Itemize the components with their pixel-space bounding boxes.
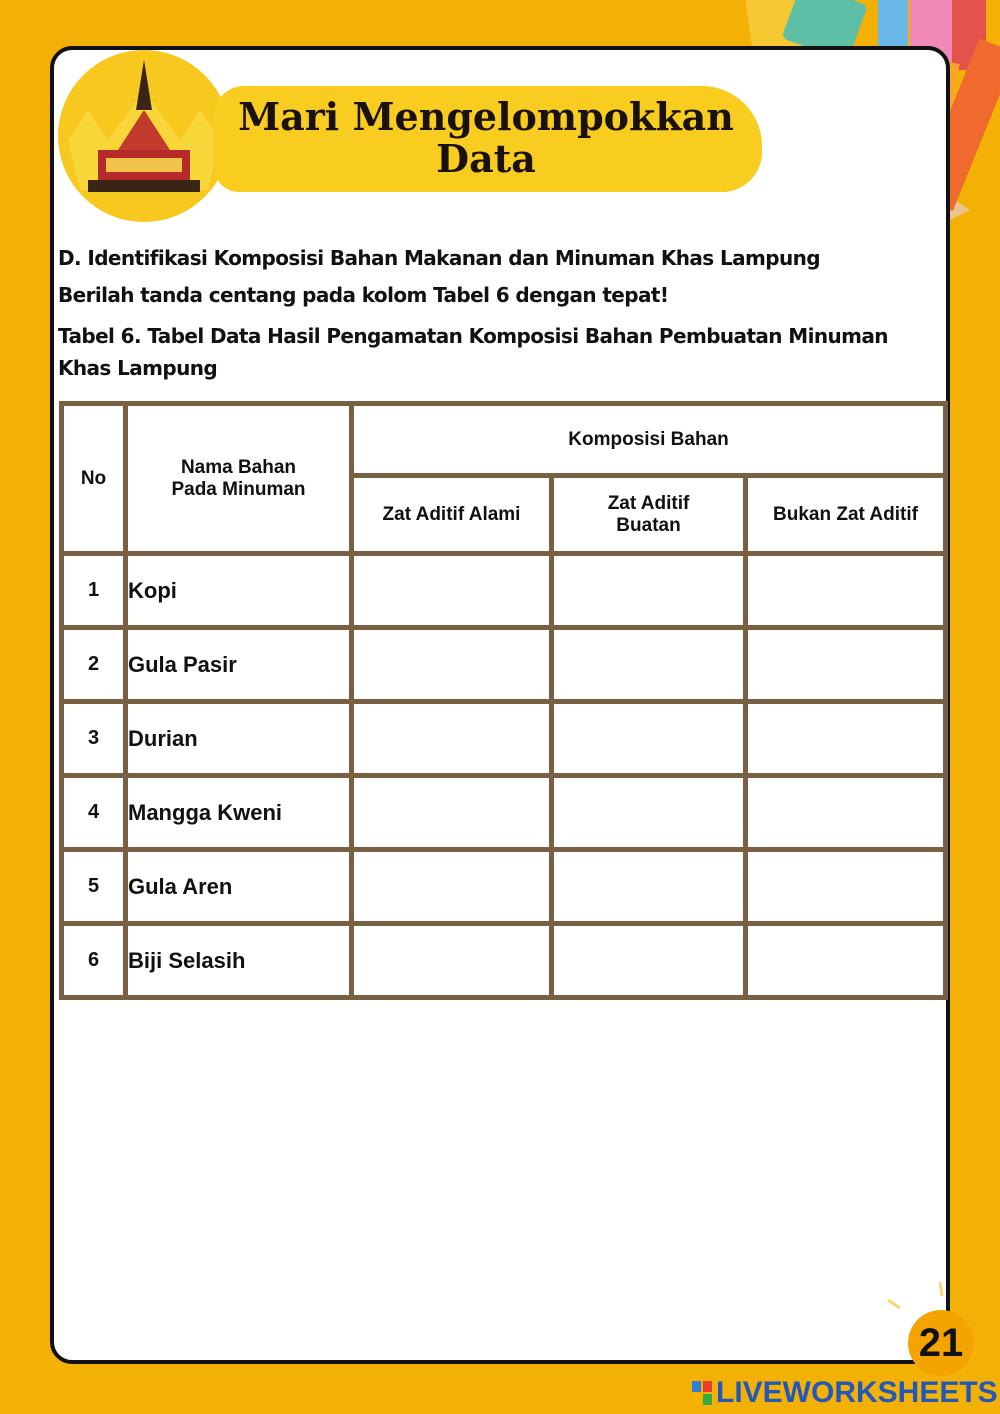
cell-alami[interactable] [352, 850, 552, 924]
cell-alami[interactable] [352, 554, 552, 628]
cell-alami[interactable] [352, 924, 552, 998]
page-title [226, 96, 746, 180]
cell-bukan[interactable] [746, 702, 946, 776]
composition-table [59, 401, 948, 1000]
table-row [62, 924, 946, 998]
header-name [126, 404, 352, 554]
row-number: 3 [62, 702, 126, 776]
header-name-line-1: Nama Bahan [180, 456, 297, 478]
row-name: Gula Pasir [126, 628, 352, 702]
liveworksheets-watermark [692, 1376, 998, 1410]
watermark-text: LIVEWORKSHEETS [716, 1376, 998, 1409]
table-caption-line-2: Khas Lampung [58, 356, 218, 380]
row-name: Kopi [126, 554, 352, 628]
row-name: Mangga Kweni [126, 776, 352, 850]
row-number: 4 [62, 776, 126, 850]
row-name: Gula Aren [126, 850, 352, 924]
cell-bukan[interactable] [746, 924, 946, 998]
cell-bukan[interactable] [746, 554, 946, 628]
row-number: 1 [62, 554, 126, 628]
row-name: Biji Selasih [126, 924, 352, 998]
cell-buatan[interactable] [552, 702, 746, 776]
lampung-crown-logo [58, 50, 230, 222]
cell-buatan[interactable] [552, 924, 746, 998]
cell-buatan[interactable] [552, 628, 746, 702]
header-name-line-2: Pada Minuman [171, 478, 306, 500]
title-line-2: Data [436, 136, 536, 181]
header-no: No [62, 404, 126, 554]
table-row [62, 628, 946, 702]
row-number: 6 [62, 924, 126, 998]
cell-bukan[interactable] [746, 776, 946, 850]
cell-alami[interactable] [352, 702, 552, 776]
header-buatan-line-1: Zat Aditif [607, 492, 690, 514]
table-row [62, 702, 946, 776]
cell-buatan[interactable] [552, 554, 746, 628]
cell-buatan[interactable] [552, 776, 746, 850]
cell-buatan[interactable] [552, 850, 746, 924]
cell-alami[interactable] [352, 776, 552, 850]
cell-alami[interactable] [352, 628, 552, 702]
page-number: 21 [908, 1310, 974, 1376]
section-heading: D. Identifikasi Komposisi Bahan Makanan dan Minuman Khas Lampung [58, 246, 820, 270]
row-number: 2 [62, 628, 126, 702]
table-row [62, 776, 946, 850]
row-number: 5 [62, 850, 126, 924]
cell-bukan[interactable] [746, 628, 946, 702]
header-komposisi: Komposisi Bahan [352, 404, 946, 476]
header-alami: Zat Aditif Alami [352, 476, 552, 554]
table-caption-line-1: Tabel 6. Tabel Data Hasil Pengamatan Komposisi Bahan Pembuatan Minuman [58, 324, 888, 348]
table-row [62, 850, 946, 924]
title-line-1: Mari Mengelompokkan [238, 94, 734, 139]
header-bukan: Bukan Zat Aditif [746, 476, 946, 554]
liveworksheets-logo-icon [692, 1381, 712, 1405]
table-row [62, 554, 946, 628]
header-buatan [552, 476, 746, 554]
header-buatan-line-2: Buatan [616, 514, 681, 536]
cell-bukan[interactable] [746, 850, 946, 924]
instruction-text: Berilah tanda centang pada kolom Tabel 6 dengan tepat! [58, 283, 669, 307]
row-name: Durian [126, 702, 352, 776]
